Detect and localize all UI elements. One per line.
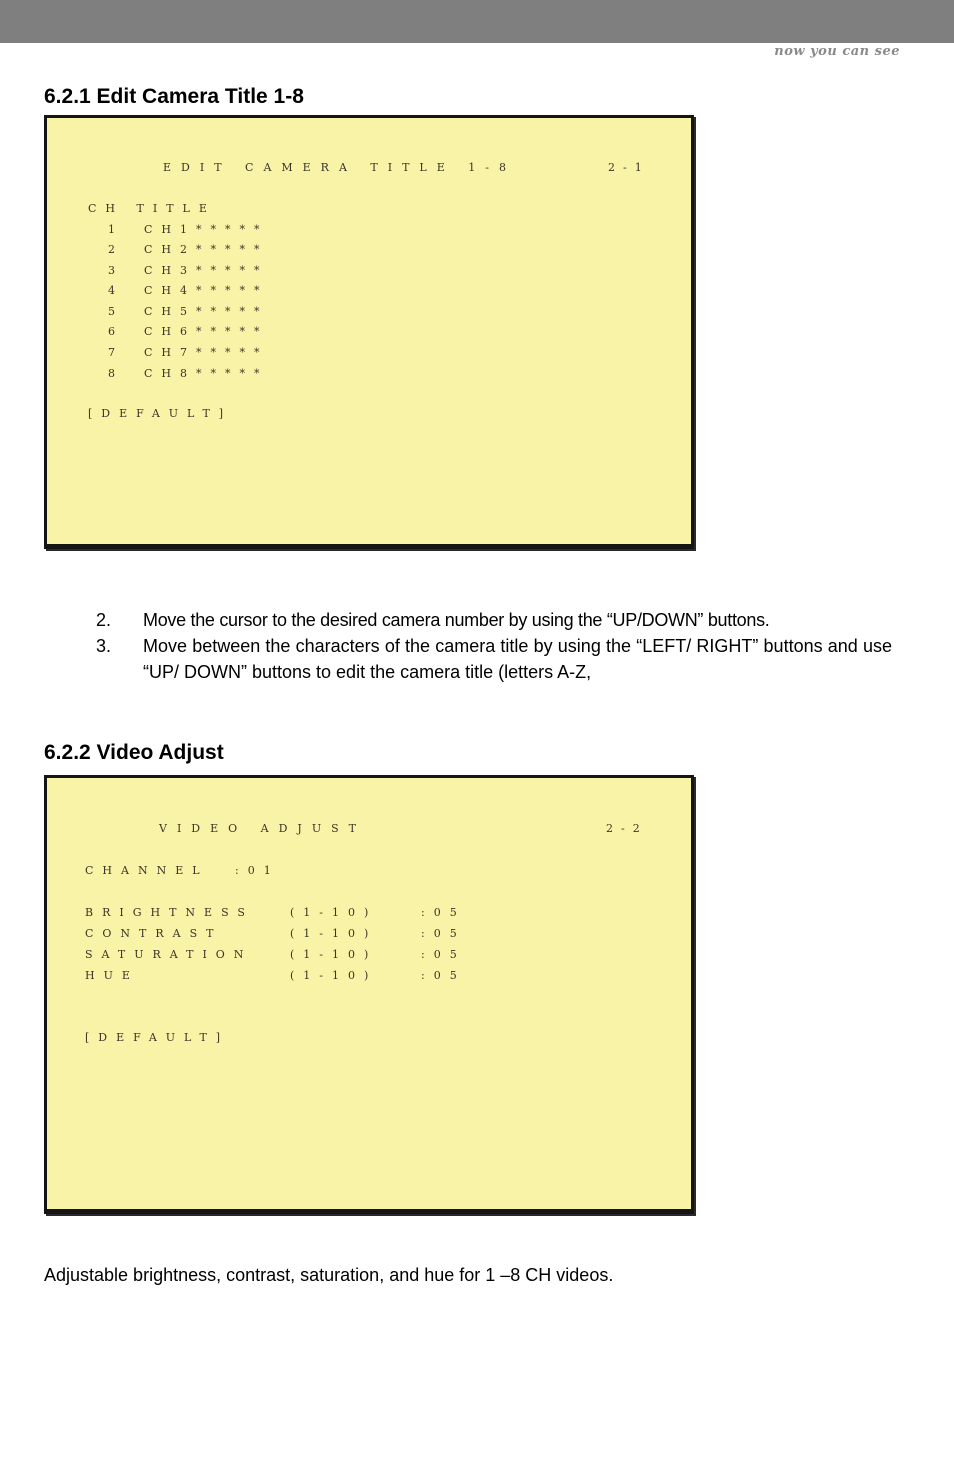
step-number: 2. <box>96 610 112 630</box>
osd-row-title: CH7***** <box>144 346 269 359</box>
osd-screen-edit-camera-title <box>44 115 694 549</box>
osd-default-option: [DEFAULT] <box>88 407 233 420</box>
osd-row-number: 5 <box>108 305 124 318</box>
step-text: Move the cursor to the desired camera number by using the “UP/DOWN” buttons. <box>143 610 770 630</box>
brand-tagline: now you can see <box>774 44 900 59</box>
page-header-bar <box>0 0 954 43</box>
osd-page-number: 2-2 <box>606 822 648 835</box>
osd-title: EDIT CAMERA TITLE 1-8 <box>163 161 516 174</box>
osd-screen-video-adjust <box>44 775 694 1214</box>
section-heading-edit-camera-title: 6.2.1 Edit Camera Title 1-8 <box>44 85 304 108</box>
osd-setting-range: (1-10) <box>290 906 378 919</box>
osd-channel-value: :01 <box>235 864 280 877</box>
video-adjust-description: Adjustable brightness, contrast, saturation, and hue for 1 –8 CH videos. <box>44 1265 614 1285</box>
osd-row-number: 7 <box>108 346 124 359</box>
osd-setting-range: (1-10) <box>290 948 378 961</box>
osd-setting-name: HUE <box>85 969 139 982</box>
osd-setting-range: (1-10) <box>290 969 378 982</box>
osd-setting-value: :05 <box>421 906 466 919</box>
osd-default-option: [DEFAULT] <box>85 1031 230 1044</box>
osd-row-title: CH2***** <box>144 243 269 256</box>
instruction-steps <box>96 607 892 685</box>
osd-setting-value: :05 <box>421 948 466 961</box>
osd-setting-name: CONTRAST <box>85 927 223 940</box>
osd-setting-name: BRIGHTNESS <box>85 906 254 919</box>
osd-row-number: 6 <box>108 325 124 338</box>
instruction-step <box>96 633 892 685</box>
osd-setting-value: :05 <box>421 927 466 940</box>
osd-column-header: CH TITLE <box>88 202 216 215</box>
osd-page-number: 2-1 <box>608 161 650 174</box>
osd-setting-name: SATURATION <box>85 948 253 961</box>
instruction-step <box>96 607 892 633</box>
osd-channel-label: CHANNEL <box>85 864 209 877</box>
osd-row-number: 3 <box>108 264 124 277</box>
section-heading-video-adjust: 6.2.2 Video Adjust <box>44 741 224 764</box>
osd-title: VIDEO ADJUST <box>159 822 366 835</box>
osd-setting-value: :05 <box>421 969 466 982</box>
osd-row-number: 8 <box>108 367 124 380</box>
osd-row-number: 4 <box>108 284 124 297</box>
osd-row-title: CH4***** <box>144 284 269 297</box>
osd-row-title: CH6***** <box>144 325 269 338</box>
step-number: 3. <box>96 636 112 656</box>
osd-row-title: CH1***** <box>144 223 269 236</box>
osd-row-title: CH8***** <box>144 367 269 380</box>
step-text: Move between the characters of the camera title by using the “LEFT/ RIGHT” buttons and use “UP/ DOWN” buttons to edit the camera title (letters A-Z, <box>143 636 892 682</box>
osd-setting-range: (1-10) <box>290 927 378 940</box>
osd-row-title: CH3***** <box>144 264 269 277</box>
osd-row-number: 2 <box>108 243 124 256</box>
osd-row-title: CH5***** <box>144 305 269 318</box>
osd-row-number: 1 <box>108 223 124 236</box>
